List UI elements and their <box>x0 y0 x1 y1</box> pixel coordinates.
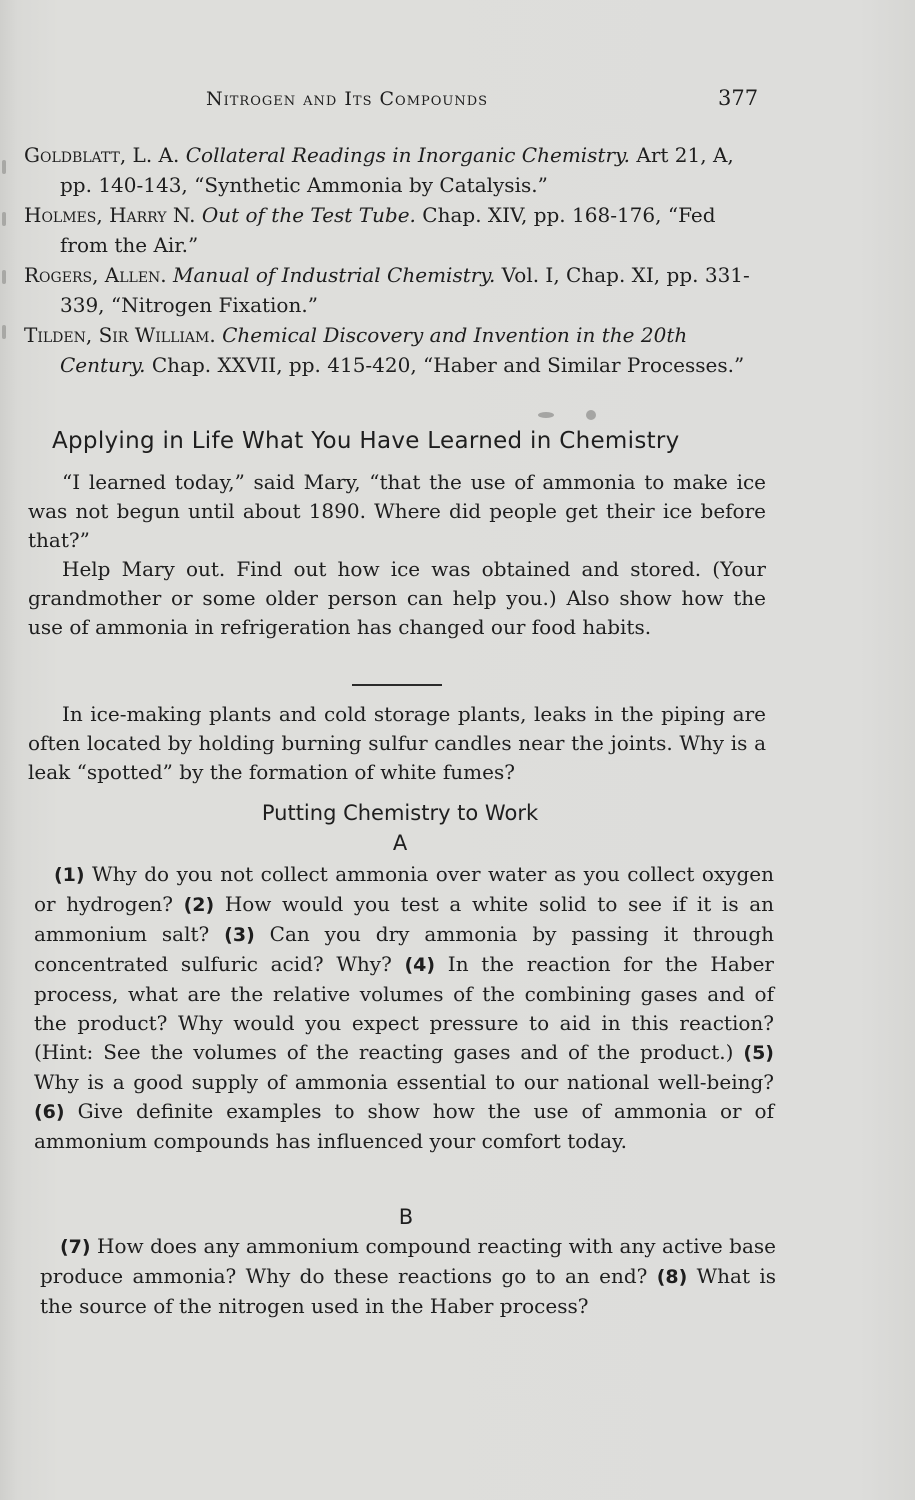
reference-author: Holmes, Harry N. <box>24 203 196 227</box>
gutter-mark <box>2 325 6 339</box>
applying-text <box>28 468 766 642</box>
gutter-mark <box>2 160 6 174</box>
gutter-mark <box>2 212 6 226</box>
question-number: (8) <box>656 1266 688 1288</box>
group-label-b: B <box>398 1205 414 1229</box>
paragraph: Help Mary out. Find out how ice was obtained and stored. (Your grandmother or some older person can help you.) Also show how the use of ammonia in refrigeration has changed our food habits. <box>28 557 766 639</box>
question-text: How does any ammonium compound reacting with any active base produce ammonia? Why do these reactions go to an end? <box>40 1234 776 1288</box>
question-text: Can you dry ammonia by passing it through concentrated sulfuric acid? Why? <box>34 922 775 976</box>
question-text: How would you test a white solid to see if it is an ammonium salt? <box>34 892 774 946</box>
question-text: Give definite examples to show how the use of ammonia or of ammonium compounds has influenced your comfort today. <box>34 1099 774 1153</box>
page-header <box>0 86 915 116</box>
reference-item <box>24 320 769 380</box>
questions-group-a <box>34 860 774 1156</box>
question-number: (6) <box>34 1101 65 1123</box>
question-number: (4) <box>404 954 436 976</box>
section-heading-work: Putting Chemistry to Work <box>261 801 539 825</box>
question-number: (3) <box>224 924 255 946</box>
reference-item <box>24 200 769 260</box>
running-title: Nitrogen and Its Compounds <box>206 88 489 110</box>
question-number: (5) <box>743 1042 774 1064</box>
group-label-a: A <box>392 831 408 855</box>
section-divider <box>352 684 442 686</box>
reference-title: Chemical Discovery and Invention in the 20th Century. <box>60 323 688 377</box>
reference-author: Goldblatt, L. A. <box>24 143 180 167</box>
reference-title: Collateral Readings in Inorganic Chemistry. <box>185 143 631 167</box>
question-text: In the reaction for the Haber process, what are the relative volumes of the combining gases and of the product? Why would you expect pressure to aid in this reaction? (Hint: See the volumes of the reacting gases and of the product.) <box>34 952 774 1064</box>
question-number: (1) <box>54 864 85 886</box>
question-number: (7) <box>60 1236 91 1258</box>
question-paragraph <box>40 1232 776 1321</box>
reference-details: Chap. XIV, pp. 168-176, “Fed from the Air.” <box>60 203 716 257</box>
ink-smudge <box>538 412 554 418</box>
reference-title: Out of the Test Tube. <box>201 203 416 227</box>
question-text: Why do you not collect ammonia over water as you collect oxygen or hydrogen? <box>34 862 774 916</box>
question-number: (2) <box>183 894 215 916</box>
paragraph: “I learned today,” said Mary, “that the use of ammonia to make ice was not begun until about 1890. Where did people get their ice before that?” <box>28 470 766 552</box>
reference-item <box>24 260 769 320</box>
section-heading-applying: Applying in Life What You Have Learned in Chemistry <box>52 428 680 454</box>
ink-smudge <box>586 410 596 420</box>
page-number: 377 <box>718 86 759 110</box>
reference-details: Art 21, A, pp. 140-143, “Synthetic Ammonia by Catalysis.” <box>60 143 734 197</box>
leak-text <box>28 700 766 787</box>
question-text: What is the source of the nitrogen used in the Haber process? <box>40 1264 776 1318</box>
question-text: Why is a good supply of ammonia essential to our national well-being? <box>34 1070 774 1094</box>
paragraph: In ice-making plants and cold storage plants, leaks in the piping are often located by holding burning sulfur candles near the joints. Why is a leak “spotted” by the formation of white fumes? <box>28 702 766 784</box>
gutter-mark <box>2 270 6 284</box>
reference-item <box>24 140 769 200</box>
reference-list <box>24 140 769 380</box>
reference-details: Vol. I, Chap. XI, pp. 331-339, “Nitrogen Fixation.” <box>60 263 750 317</box>
reference-author: Rogers, Allen. <box>24 263 167 287</box>
questions-group-b <box>40 1232 776 1321</box>
question-paragraph <box>34 860 774 1156</box>
reference-details: Chap. XXVII, pp. 415-420, “Haber and Similar Processes.” <box>145 353 745 377</box>
reference-author: Tilden, Sir William. <box>24 323 216 347</box>
reference-title: Manual of Industrial Chemistry. <box>173 263 496 287</box>
